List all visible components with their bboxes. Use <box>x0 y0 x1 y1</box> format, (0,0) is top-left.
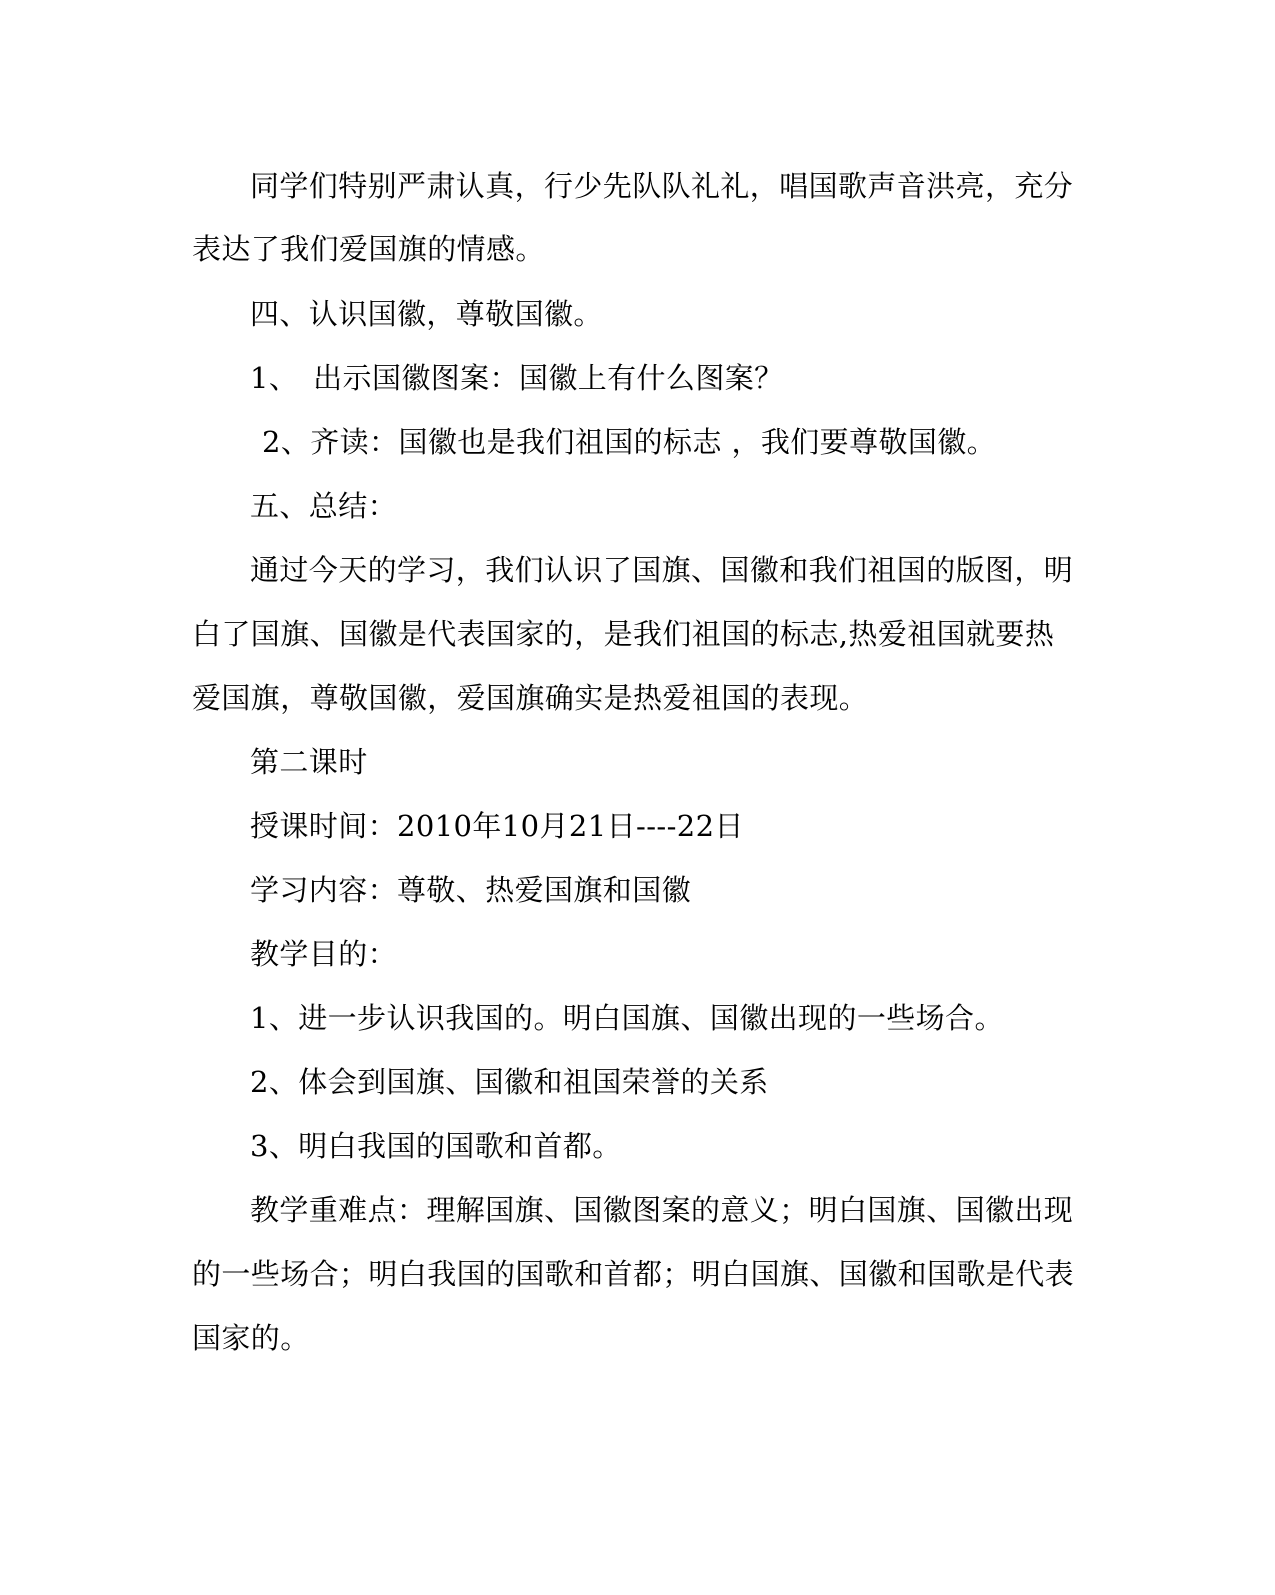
paragraph-line: 国家的。 <box>192 1321 310 1355</box>
list-item: 1、进一步认识我国的。明白国旗、国徽出现的一些场合。 <box>250 1001 1004 1035</box>
section-heading: 教学目的： <box>250 937 398 971</box>
paragraph-line: 教学重难点：理解国旗、国徽图案的意义；明白国旗、国徽出现 <box>250 1193 1074 1227</box>
paragraph-line: 白了国旗、国徽是代表国家的，是我们祖国的标志,热爱祖国就要热 <box>192 617 1055 651</box>
list-item: 3、明白我国的国歌和首都。 <box>250 1129 622 1163</box>
info-line: 学习内容：尊敬、热爱国旗和国徽 <box>250 873 692 907</box>
list-item: 1、 出示国徽图案：国徽上有什么图案？ <box>250 361 784 395</box>
section-heading: 四、认识国徽，尊敬国徽。 <box>250 297 603 331</box>
paragraph-line: 同学们特别严肃认真，行少先队队礼礼，唱国歌声音洪亮，充分 <box>250 169 1074 203</box>
list-item: 2、齐读：国徽也是我们祖国的标志 ，我们要尊敬国徽。 <box>262 425 997 459</box>
paragraph-line: 通过今天的学习，我们认识了国旗、国徽和我们祖国的版图，明 <box>250 553 1074 587</box>
paragraph-line: 爱国旗，尊敬国徽，爱国旗确实是热爱祖国的表现。 <box>192 681 869 715</box>
info-line: 授课时间：2010年10月21日----22日 <box>250 809 744 843</box>
section-heading: 第二课时 <box>250 745 368 779</box>
paragraph-line: 的一些场合；明白我国的国歌和首都；明白国旗、国徽和国歌是代表 <box>192 1257 1075 1291</box>
list-item: 2、体会到国旗、国徽和祖国荣誉的关系 <box>250 1065 769 1099</box>
paragraph-line: 表达了我们爱国旗的情感。 <box>192 232 545 266</box>
section-heading: 五、总结： <box>250 489 398 523</box>
